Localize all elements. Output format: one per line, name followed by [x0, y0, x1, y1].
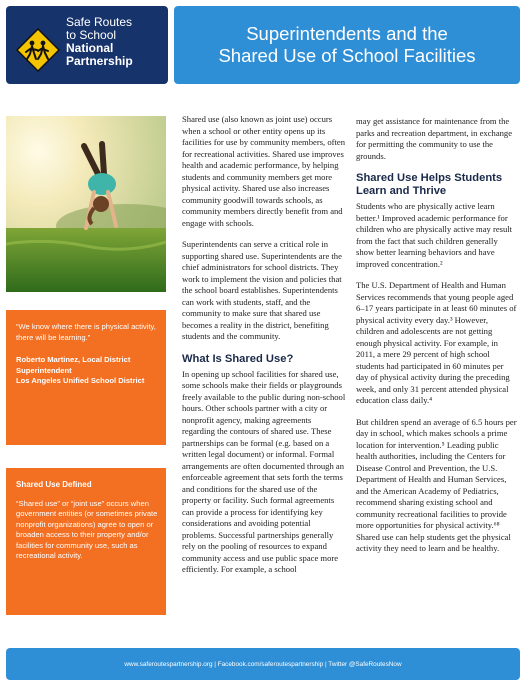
logo-line-1: Safe Routes: [66, 15, 133, 29]
definition-text: “Shared use” or “joint use” occurs when government entities (or sometimes private nonprofit organizations) agree to open or broaden access to their property and/or facilities for community use, such as recreational activity.: [16, 498, 158, 560]
logo-text: [66, 16, 166, 68]
footer-links[interactable]: www.saferoutespartnership.org | Facebook.com/saferoutespartnership | Twitter @SafeRoutesNow: [124, 660, 402, 668]
title-line-1: Superintendents and the: [246, 23, 448, 44]
title-banner: [174, 6, 520, 84]
quote-box: [6, 310, 166, 445]
quote-org: Los Angeles Unified School District: [16, 376, 145, 385]
paragraph: In opening up school facilities for shared use, some schools make their fields or playgrounds freely available to the public during non-school hours. Other schools partner with a city or nonprofit agency, making agreements regarding the contours of shared use. These partnerships can be formal (e.g. based on a written legal document) or informal. Formal arrangements are often documented through an enforceable agreement that sets forth the terms and conditions for the shared use of the property or facility. Such formal agreements can provide a process for identifying key considerations and avoiding potential problems. Successful partnerships generally rely on the pooling of resources to expand community access and use public space more efficiently. For example, a school: [182, 368, 346, 574]
definition-title: Shared Use Defined: [16, 480, 92, 489]
logo-line-4: Partnership: [66, 54, 133, 68]
paragraph: The U.S. Department of Health and Human Services recommends that young people aged 6–17 years participate in at least 60 minutes of physical activity every day.³ However, children and adolescents are not getting enough physical activity. For example, in 2011, a mere 29 percent of high school students had participated in 60 minutes per day of physical activity during the preceding week, and only 31 percent attended physical education class daily.⁴: [356, 280, 517, 405]
text-column-1: [182, 114, 346, 586]
title-line-2: Shared Use of School Facilities: [218, 45, 476, 66]
text-column-2: [356, 116, 518, 565]
photo-illustration: [6, 116, 166, 292]
logo[interactable]: [6, 6, 168, 84]
school-sign-icon: [16, 28, 60, 72]
footer-bar: [6, 648, 520, 680]
paragraph: Superintendents can serve a critical role in supporting shared use. Superintendents are the chief administrators for school districts. They work to implement the vision and policies that the school board establishes. Superintendents can work with students, staff, and the community to make sure that shared use becomes a reality in the district, benefiting students and the community.: [182, 239, 342, 341]
logo-line-2: to School: [66, 28, 117, 42]
heading-what-is-shared-use: What Is Shared Use?: [182, 352, 294, 365]
paragraph: But children spend an average of 6.5 hours per day in school, which makes schools a prime location for intervention.⁵ Leading public health authorities, including the Centers for Disease Control and Prevention, the U.S. Department of Health and Human Services, and the American Academy of Pediatrics, recommend sharing existing school and community recreational facilities to provide more opportunities for physical activity.⁶⁸ Shared use can help students get the physical activity they need to learn and be healthy.: [356, 416, 517, 553]
heading-shared-use-helps: Shared Use Helps Students Learn and Thrive: [356, 172, 503, 197]
quote-text: “We know where there is physical activity, there will be learning.”: [16, 322, 156, 342]
definition-box: [6, 468, 166, 615]
cartwheel-photo: [6, 116, 166, 292]
quote-name: Roberto Martinez, Local District Superintendent: [16, 355, 131, 375]
paragraph: may get assistance for maintenance from the parks and recreation department, in exchange for permitting the community to use the grounds.: [356, 116, 513, 161]
paragraph: Shared use (also known as joint use) occurs when a school or other entity opens up its facilities for use by community members, often for recreational activities. Shared use improves health and academic performance, by helping students and community members get more physical activity. Shared use also increases community goodwill towards schools, as community members directly benefit from and engage with schools.: [182, 114, 346, 228]
logo-line-3: National: [66, 41, 114, 55]
paragraph: Students who are physically active learn better.¹ Improved academic performance for children who are physically active may result from the fact that such children generally show better learning behaviors and have improved concentration.²: [356, 201, 513, 269]
page-title: [218, 23, 475, 67]
